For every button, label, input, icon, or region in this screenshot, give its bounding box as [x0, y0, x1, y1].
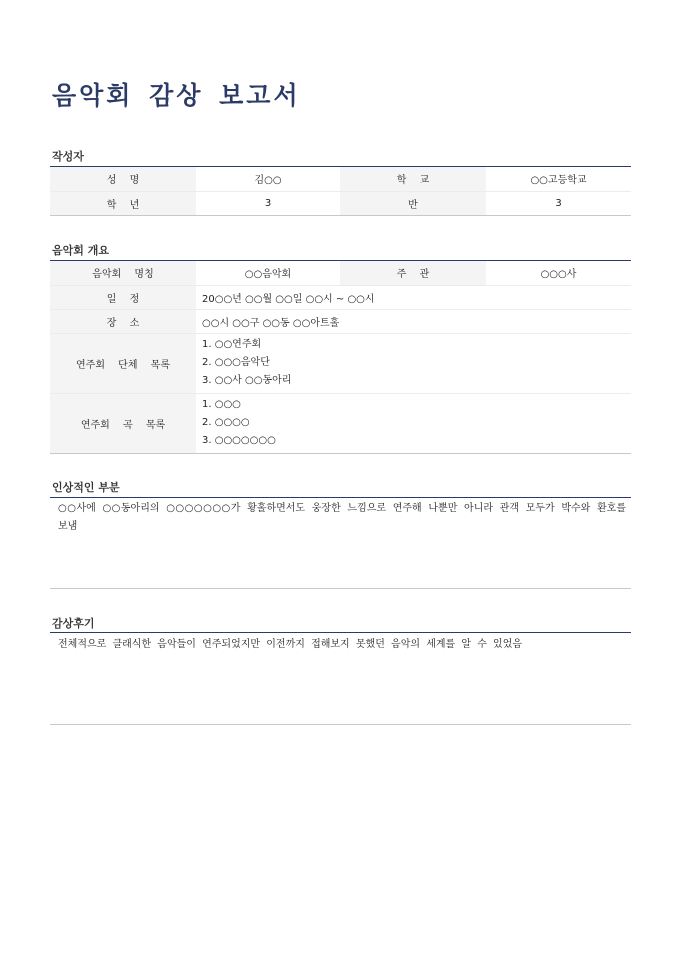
school-label: 학 교 — [340, 167, 486, 191]
songs-label: 연주회 곡 목록 — [50, 393, 196, 453]
date-value: 20○○년 ○○월 ○○일 ○○시 ~ ○○시 — [196, 285, 631, 309]
name-value: 김○○ — [196, 167, 340, 191]
name-label: 성 명 — [50, 167, 196, 191]
grade-label: 학 년 — [50, 191, 196, 215]
place-value: ○○시 ○○구 ○○동 ○○아트홀 — [196, 309, 631, 333]
groups-cell — [196, 333, 631, 393]
review-text: 전체적으로 클래식한 음악들이 연주되었지만 이전까지 접해보지 못했던 음악의 세계를 알 수 있었음 — [58, 639, 523, 650]
host-value: ○○○사 — [486, 261, 631, 285]
groups-list — [202, 336, 625, 390]
table-row — [50, 309, 631, 333]
table-row — [50, 393, 631, 453]
impressive-section-title: 인상적인 부분 — [52, 481, 120, 494]
class-label: 반 — [340, 191, 486, 215]
songs-cell — [196, 393, 631, 453]
page-title: 음악회 감상 보고서 — [52, 81, 301, 110]
overview-section-title: 음악회 개요 — [52, 244, 109, 257]
list-item: 1. ○○연주회 — [202, 339, 262, 350]
list-item: 2. ○○○음악단 — [202, 357, 270, 368]
impressive-bottom-rule — [50, 588, 631, 589]
table-row — [50, 167, 631, 191]
class-value: 3 — [555, 197, 562, 209]
list-item: 3. ○○사 ○○동아리 — [202, 375, 292, 386]
overview-table — [50, 261, 631, 453]
impressive-text: ○○사에 ○○동아리의 ○○○○○○○가 황홀하면서도 웅장한 느낌으로 연주해 나뿐만 아니라 관객 모두가 박수와 환호를 보냄 — [58, 503, 626, 532]
school-value: ○○고등학교 — [486, 167, 631, 191]
impressive-top-rule — [50, 497, 631, 498]
concert-name-value: ○○음악회 — [196, 261, 340, 285]
review-top-rule — [50, 632, 631, 633]
place-label: 장 소 — [50, 309, 196, 333]
writer-section-title: 작성자 — [52, 150, 84, 163]
list-item: 3. ○○○○○○○ — [202, 435, 276, 447]
table-row — [50, 285, 631, 309]
overview-bottom-rule — [50, 453, 631, 454]
table-row — [50, 333, 631, 393]
list-item: 2. ○○○○ — [202, 417, 250, 429]
table-row — [50, 261, 631, 285]
review-section-title: 감상후기 — [52, 617, 95, 630]
grade-value: 3 — [264, 197, 272, 209]
review-bottom-rule — [50, 724, 631, 725]
writer-table — [50, 167, 631, 215]
date-label: 일 정 — [50, 285, 196, 309]
groups-label: 연주회 단체 목록 — [50, 333, 196, 393]
host-label: 주 관 — [340, 261, 486, 285]
table-row — [50, 191, 631, 215]
writer-bottom-rule — [50, 215, 631, 216]
concert-name-label: 음악회 명칭 — [50, 261, 196, 285]
list-item: 1. ○○○ — [202, 399, 241, 411]
songs-list — [202, 396, 625, 450]
